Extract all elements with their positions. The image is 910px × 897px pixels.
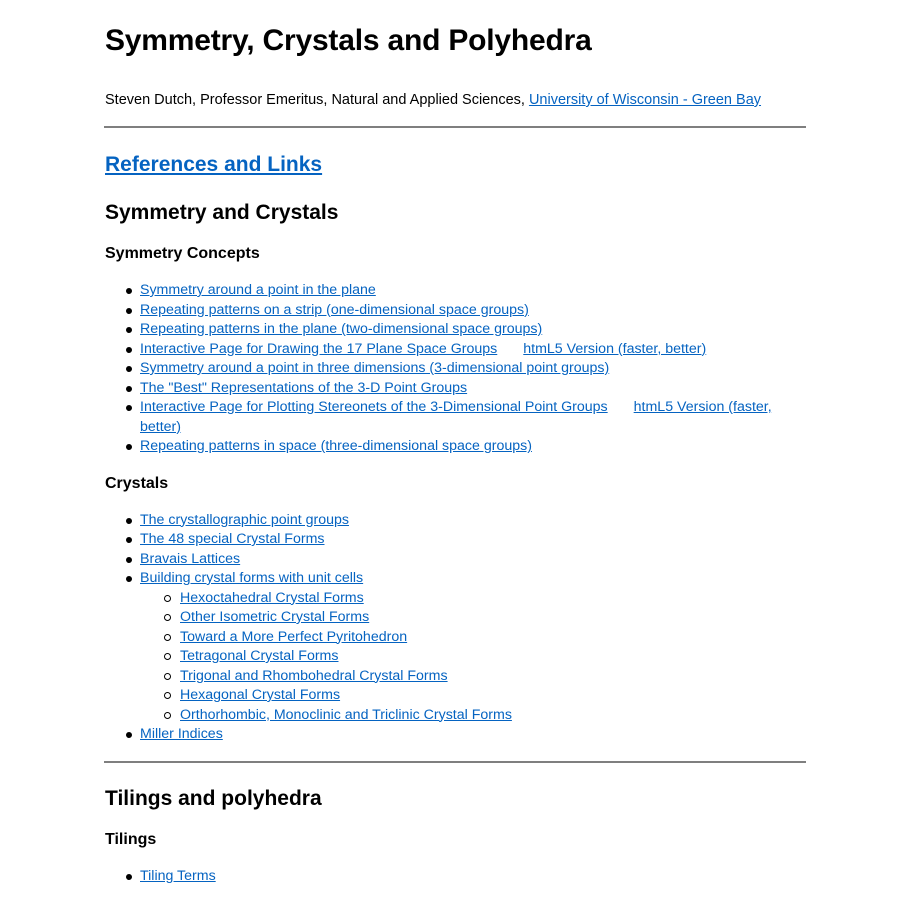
list-item bbox=[104, 359, 806, 379]
list-item bbox=[140, 706, 806, 726]
list-item bbox=[104, 511, 806, 531]
list-item bbox=[140, 647, 806, 667]
subsection-symmetry-concepts: Symmetry Concepts bbox=[105, 245, 260, 262]
subsection-tilings: Tilings bbox=[105, 830, 157, 848]
section-symmetry-crystals: Symmetry and Crystals bbox=[105, 201, 339, 224]
list-item bbox=[104, 437, 806, 457]
list-item bbox=[104, 379, 806, 399]
link-bravais-lattices[interactable]: Bravais Lattices bbox=[140, 550, 241, 567]
link-html5-stereonets[interactable]: htmL5 Version (faster, better) bbox=[140, 399, 772, 435]
link-patterns-space[interactable]: Repeating patterns in space (three-dimensional space groups) bbox=[140, 438, 532, 454]
list-item bbox=[140, 628, 806, 648]
subsection-crystals: Crystals bbox=[105, 474, 169, 492]
section-tilings-polyhedra: Tilings and polyhedra bbox=[105, 786, 322, 810]
link-best-representations[interactable]: The "Best" Representations of the 3-D Point Groups bbox=[140, 379, 468, 396]
link-symmetry-point-plane[interactable]: Symmetry around a point in the plane bbox=[140, 282, 376, 298]
link-patterns-plane[interactable]: Repeating patterns in the plane (two-dimensional space groups) bbox=[140, 321, 543, 337]
list-item bbox=[140, 667, 806, 687]
tilings-list bbox=[104, 867, 806, 887]
divider-top bbox=[104, 126, 806, 128]
page-title: Symmetry, Crystals and Polyhedra bbox=[105, 24, 592, 57]
byline bbox=[105, 90, 806, 110]
link-tetragonal[interactable]: Tetragonal Crystal Forms bbox=[180, 648, 339, 664]
byline-text: Steven Dutch, Professor Emeritus, Natural and Applied Sciences, bbox=[105, 92, 529, 108]
list-item bbox=[104, 569, 806, 725]
list-item bbox=[140, 589, 806, 609]
list-item bbox=[140, 686, 806, 706]
link-miller-indices[interactable]: Miller Indices bbox=[140, 726, 223, 742]
references-heading bbox=[105, 151, 806, 179]
link-html5-plane-groups[interactable]: htmL5 Version (faster, better) bbox=[523, 340, 707, 357]
link-48-crystal-forms[interactable]: The 48 special Crystal Forms bbox=[140, 531, 325, 547]
link-interactive-plane-groups[interactable]: Interactive Page for Drawing the 17 Plane Space Groups bbox=[140, 340, 498, 357]
list-item bbox=[104, 530, 806, 550]
link-pyritohedron[interactable]: Toward a More Perfect Pyritohedron bbox=[180, 628, 408, 645]
list-item bbox=[104, 340, 806, 360]
link-tiling-terms[interactable]: Tiling Terms bbox=[140, 867, 216, 884]
university-link[interactable]: University of Wisconsin - Green Bay bbox=[528, 92, 762, 108]
page bbox=[104, 0, 806, 886]
link-point-groups[interactable]: The crystallographic point groups bbox=[140, 511, 349, 528]
link-building-crystal-forms[interactable]: Building crystal forms with unit cells bbox=[140, 570, 364, 586]
list-item bbox=[104, 281, 806, 301]
link-orthorhombic[interactable]: Orthorhombic, Monoclinic and Triclinic Crystal Forms bbox=[180, 706, 512, 723]
list-item bbox=[104, 398, 806, 437]
symmetry-concepts-list bbox=[104, 281, 806, 457]
list-item bbox=[104, 867, 806, 887]
link-other-isometric[interactable]: Other Isometric Crystal Forms bbox=[180, 609, 370, 625]
link-interactive-stereonets[interactable]: Interactive Page for Plotting Stereonets of the 3-Dimensional Point Groups bbox=[140, 399, 608, 415]
list-item bbox=[140, 608, 806, 628]
crystal-forms-sublist bbox=[140, 589, 806, 726]
link-symmetry-3d-point[interactable]: Symmetry around a point in three dimensions (3-dimensional point groups) bbox=[140, 360, 610, 376]
list-item bbox=[104, 301, 806, 321]
references-link[interactable]: References and Links bbox=[105, 153, 323, 176]
divider-middle bbox=[104, 761, 806, 763]
list-item bbox=[104, 550, 806, 570]
list-item bbox=[104, 725, 806, 745]
link-hexagonal[interactable]: Hexagonal Crystal Forms bbox=[180, 687, 341, 703]
link-trigonal[interactable]: Trigonal and Rhombohedral Crystal Forms bbox=[180, 667, 448, 684]
crystals-list bbox=[104, 511, 806, 745]
link-hexoctahedral[interactable]: Hexoctahedral Crystal Forms bbox=[180, 589, 364, 606]
list-item bbox=[104, 320, 806, 340]
link-patterns-strip[interactable]: Repeating patterns on a strip (one-dimensional space groups) bbox=[140, 301, 529, 318]
